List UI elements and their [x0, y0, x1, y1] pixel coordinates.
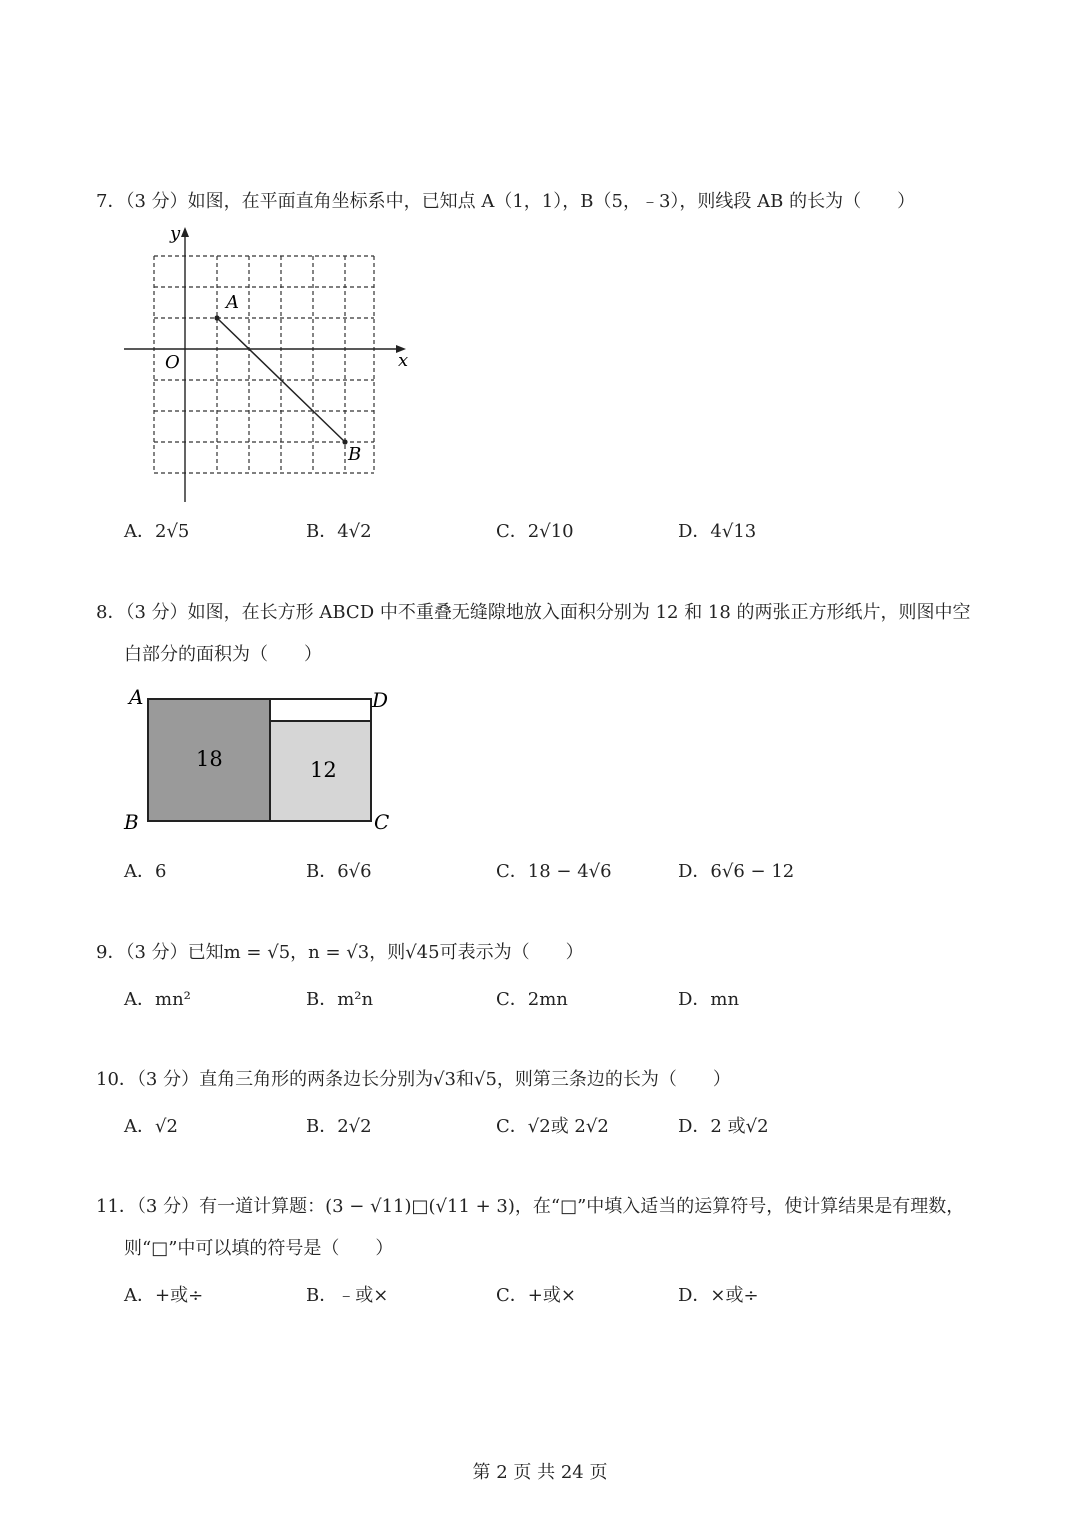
question-7 [96, 191, 915, 213]
point-A-label: A [226, 292, 239, 313]
rectangle-figure [122, 684, 402, 840]
options-8 [124, 857, 884, 881]
question-text: 已知m = √5，n = √3，则√45可表示为（ ） [187, 942, 584, 963]
options-7 [124, 517, 884, 541]
options-9 [124, 985, 884, 1009]
square-18-label: 18 [196, 747, 223, 771]
corner-C-label: C [374, 810, 390, 834]
question-score: （3 分） [125, 602, 188, 623]
origin-label: O [165, 352, 180, 373]
option-a[interactable]: A．6 [124, 861, 167, 882]
question-11 [96, 1196, 965, 1259]
option-b[interactable]: B．2√2 [306, 1116, 372, 1137]
y-axis-label: y [170, 223, 181, 244]
coordinate-grid-figure [118, 222, 418, 507]
question-number: 9． [96, 942, 126, 963]
option-a[interactable]: A．mn² [124, 989, 191, 1010]
question-8 [96, 602, 971, 665]
point-A-dot [214, 315, 219, 320]
option-a[interactable]: A．2√5 [124, 521, 190, 542]
question-number: 10． [96, 1069, 137, 1090]
question-text: 如图，在平面直角坐标系中，已知点 A（1，1），B（5，﹣3），则线段 AB 的长为（ ） [187, 191, 916, 212]
option-b[interactable]: B．6√6 [306, 861, 372, 882]
option-d[interactable]: D．×或÷ [678, 1285, 759, 1306]
option-c[interactable]: C．√2或 2√2 [496, 1116, 609, 1137]
option-c[interactable]: C．2mn [496, 989, 568, 1010]
point-B-dot [342, 439, 347, 444]
option-c[interactable]: C．+或× [496, 1285, 576, 1306]
question-score: （3 分） [136, 1069, 200, 1090]
option-d[interactable]: D．4√13 [678, 521, 757, 542]
question-score: （3 分） [125, 942, 188, 963]
y-axis-arrow [181, 227, 189, 237]
options-11 [124, 1281, 884, 1305]
question-score: （3 分） [125, 191, 188, 212]
question-9 [96, 942, 584, 964]
corner-D-label: D [372, 688, 389, 712]
option-a[interactable]: A．+或÷ [124, 1285, 204, 1306]
option-b[interactable]: B．m²n [306, 989, 374, 1010]
corner-A-label: A [129, 685, 144, 709]
option-b[interactable]: B．4√2 [306, 521, 372, 542]
question-text: 如图，在长方形 ABCD 中不重叠无缝隙地放入面积分别为 12 和 18 的两张正方形纸片，则图中空 [187, 602, 971, 623]
question-number: 8． [96, 602, 126, 623]
question-text-line2: 白部分的面积为（ ） [124, 644, 322, 665]
option-c[interactable]: C．2√10 [496, 521, 574, 542]
option-a[interactable]: A．√2 [124, 1116, 178, 1137]
page-footer: 第 2 页 共 24 页 [472, 1462, 608, 1483]
question-number: 11． [96, 1196, 137, 1217]
square-12-label: 12 [310, 758, 337, 782]
question-text: 有一道计算题：(3 − √11)□(√11 + 3)，在“□”中填入适当的运算符号，使计算结果是有理数， [199, 1196, 965, 1217]
options-10 [124, 1112, 884, 1136]
question-10 [96, 1069, 731, 1091]
point-B-label: B [348, 444, 362, 465]
corner-B-label: B [124, 810, 139, 834]
option-d[interactable]: D．2 或√2 [678, 1116, 769, 1137]
option-d[interactable]: D．mn [678, 989, 740, 1010]
option-b[interactable]: B．﹣或× [306, 1285, 389, 1306]
option-c[interactable]: C．18 − 4√6 [496, 861, 612, 882]
question-text-line2: 则“□”中可以填的符号是（ ） [124, 1238, 394, 1259]
question-number: 7． [96, 191, 126, 212]
x-axis-label: x [398, 350, 409, 371]
question-score: （3 分） [136, 1196, 200, 1217]
option-d[interactable]: D．6√6 − 12 [678, 861, 795, 882]
question-text: 直角三角形的两条边长分别为√3和√5，则第三条边的长为（ ） [199, 1069, 731, 1090]
